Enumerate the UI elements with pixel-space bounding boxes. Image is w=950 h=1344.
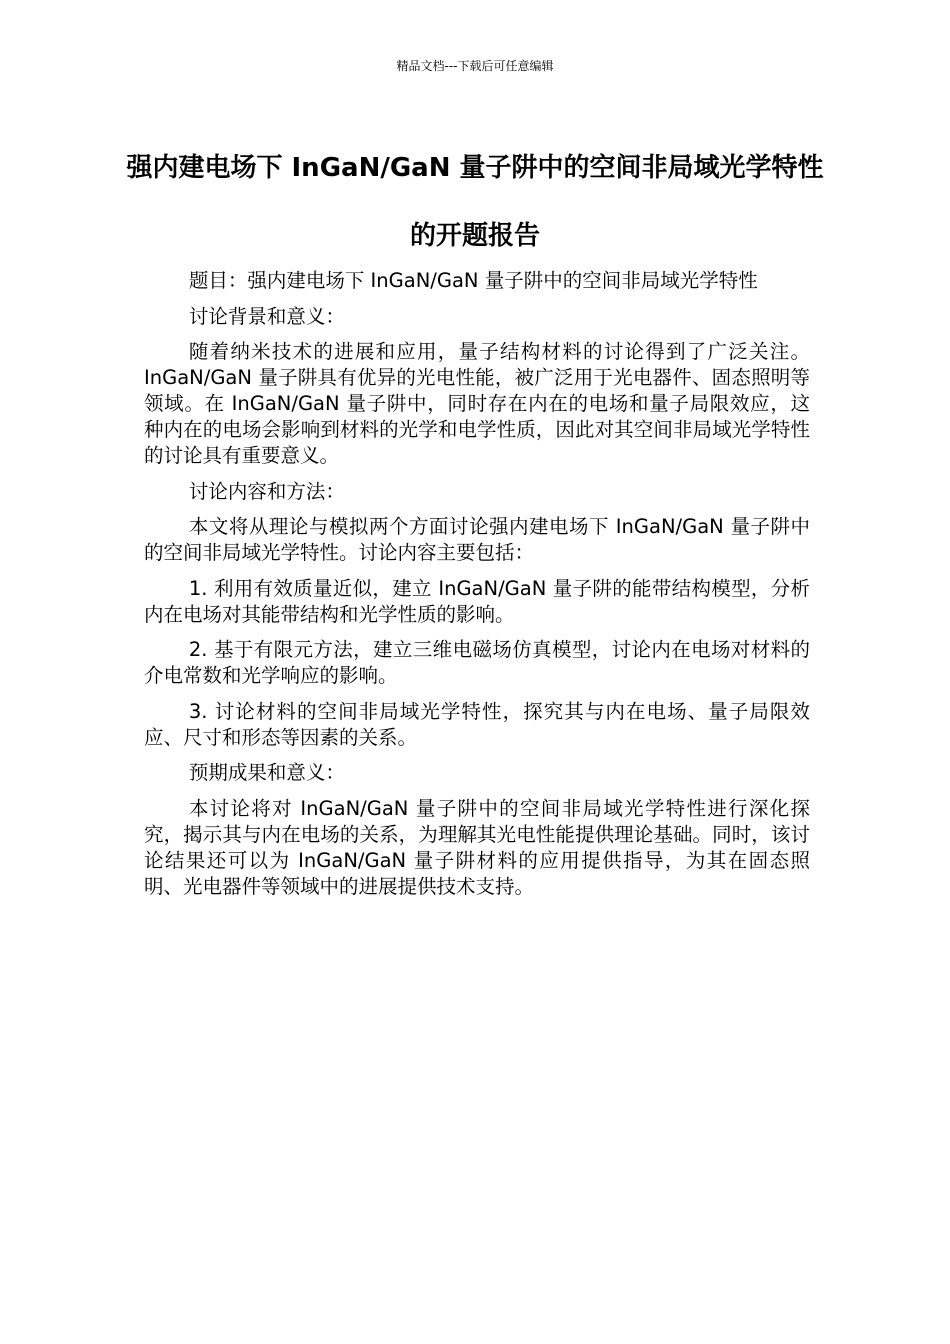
page-header: 精品文档---下载后可任意编辑 [396, 59, 554, 73]
heading-background: 讨论背景和意义： [188, 304, 345, 328]
heading-content-methods: 讨论内容和方法： [188, 479, 345, 503]
paragraph-content-intro: 本文将从理论与模拟两个方面讨论强内建电场下 InGaN/GaN 量子阱中的空间非局域光学特性。讨论内容主要包括： [144, 515, 810, 564]
paragraph-expected-results: 本讨论将对 InGaN/GaN 量子阱中的空间非局域光学特性进行深化探究，揭示其与内在电场的关系，为理解其光电性能提供理论基础。同时，该讨论结果还可以为 InGaN/GaN 量子阱材料的应用提供指导，为其在固态照明、光电器件等领域中的进展提供技术支持。 [144, 796, 810, 898]
list-item-3: 3. 讨论材料的空间非局域光学特性，探究其与内在电场、量子局限效应、尺寸和形态等因素的关系。 [144, 699, 810, 749]
list-item-1: 1. 利用有效质量近似，建立 InGaN/GaN 量子阱的能带结构模型，分析内在电场对其能带结构和光学性质的影响。 [144, 576, 810, 626]
heading-expected-results: 预期成果和意义： [188, 761, 345, 784]
paragraph-background: 随着纳米技术的进展和应用，量子结构材料的讨论得到了广泛关注。InGaN/GaN 量子阱具有优异的光电性能，被广泛用于光电器件、固态照明等领域。在 InGaN/GaN 量子阱中，同时存在内在的电场和量子局限效应，这种内在的电场会影响到材料的光学和电学性质，因此对其空间非局域光学特性的讨论具有重要意义。 [144, 340, 810, 467]
document-title: 强内建电场下 InGaN/GaN 量子阱中的空间非局域光学特性的开题报告 [126, 153, 824, 251]
document-body [144, 268, 810, 909]
list-item-2: 2. 基于有限元方法，建立三维电磁场仿真模型，讨论内在电场对材料的介电常数和光学响应的影响。 [144, 638, 810, 687]
paragraph-topic: 题目：强内建电场下 InGaN/GaN 量子阱中的空间非局域光学特性 [188, 269, 758, 292]
